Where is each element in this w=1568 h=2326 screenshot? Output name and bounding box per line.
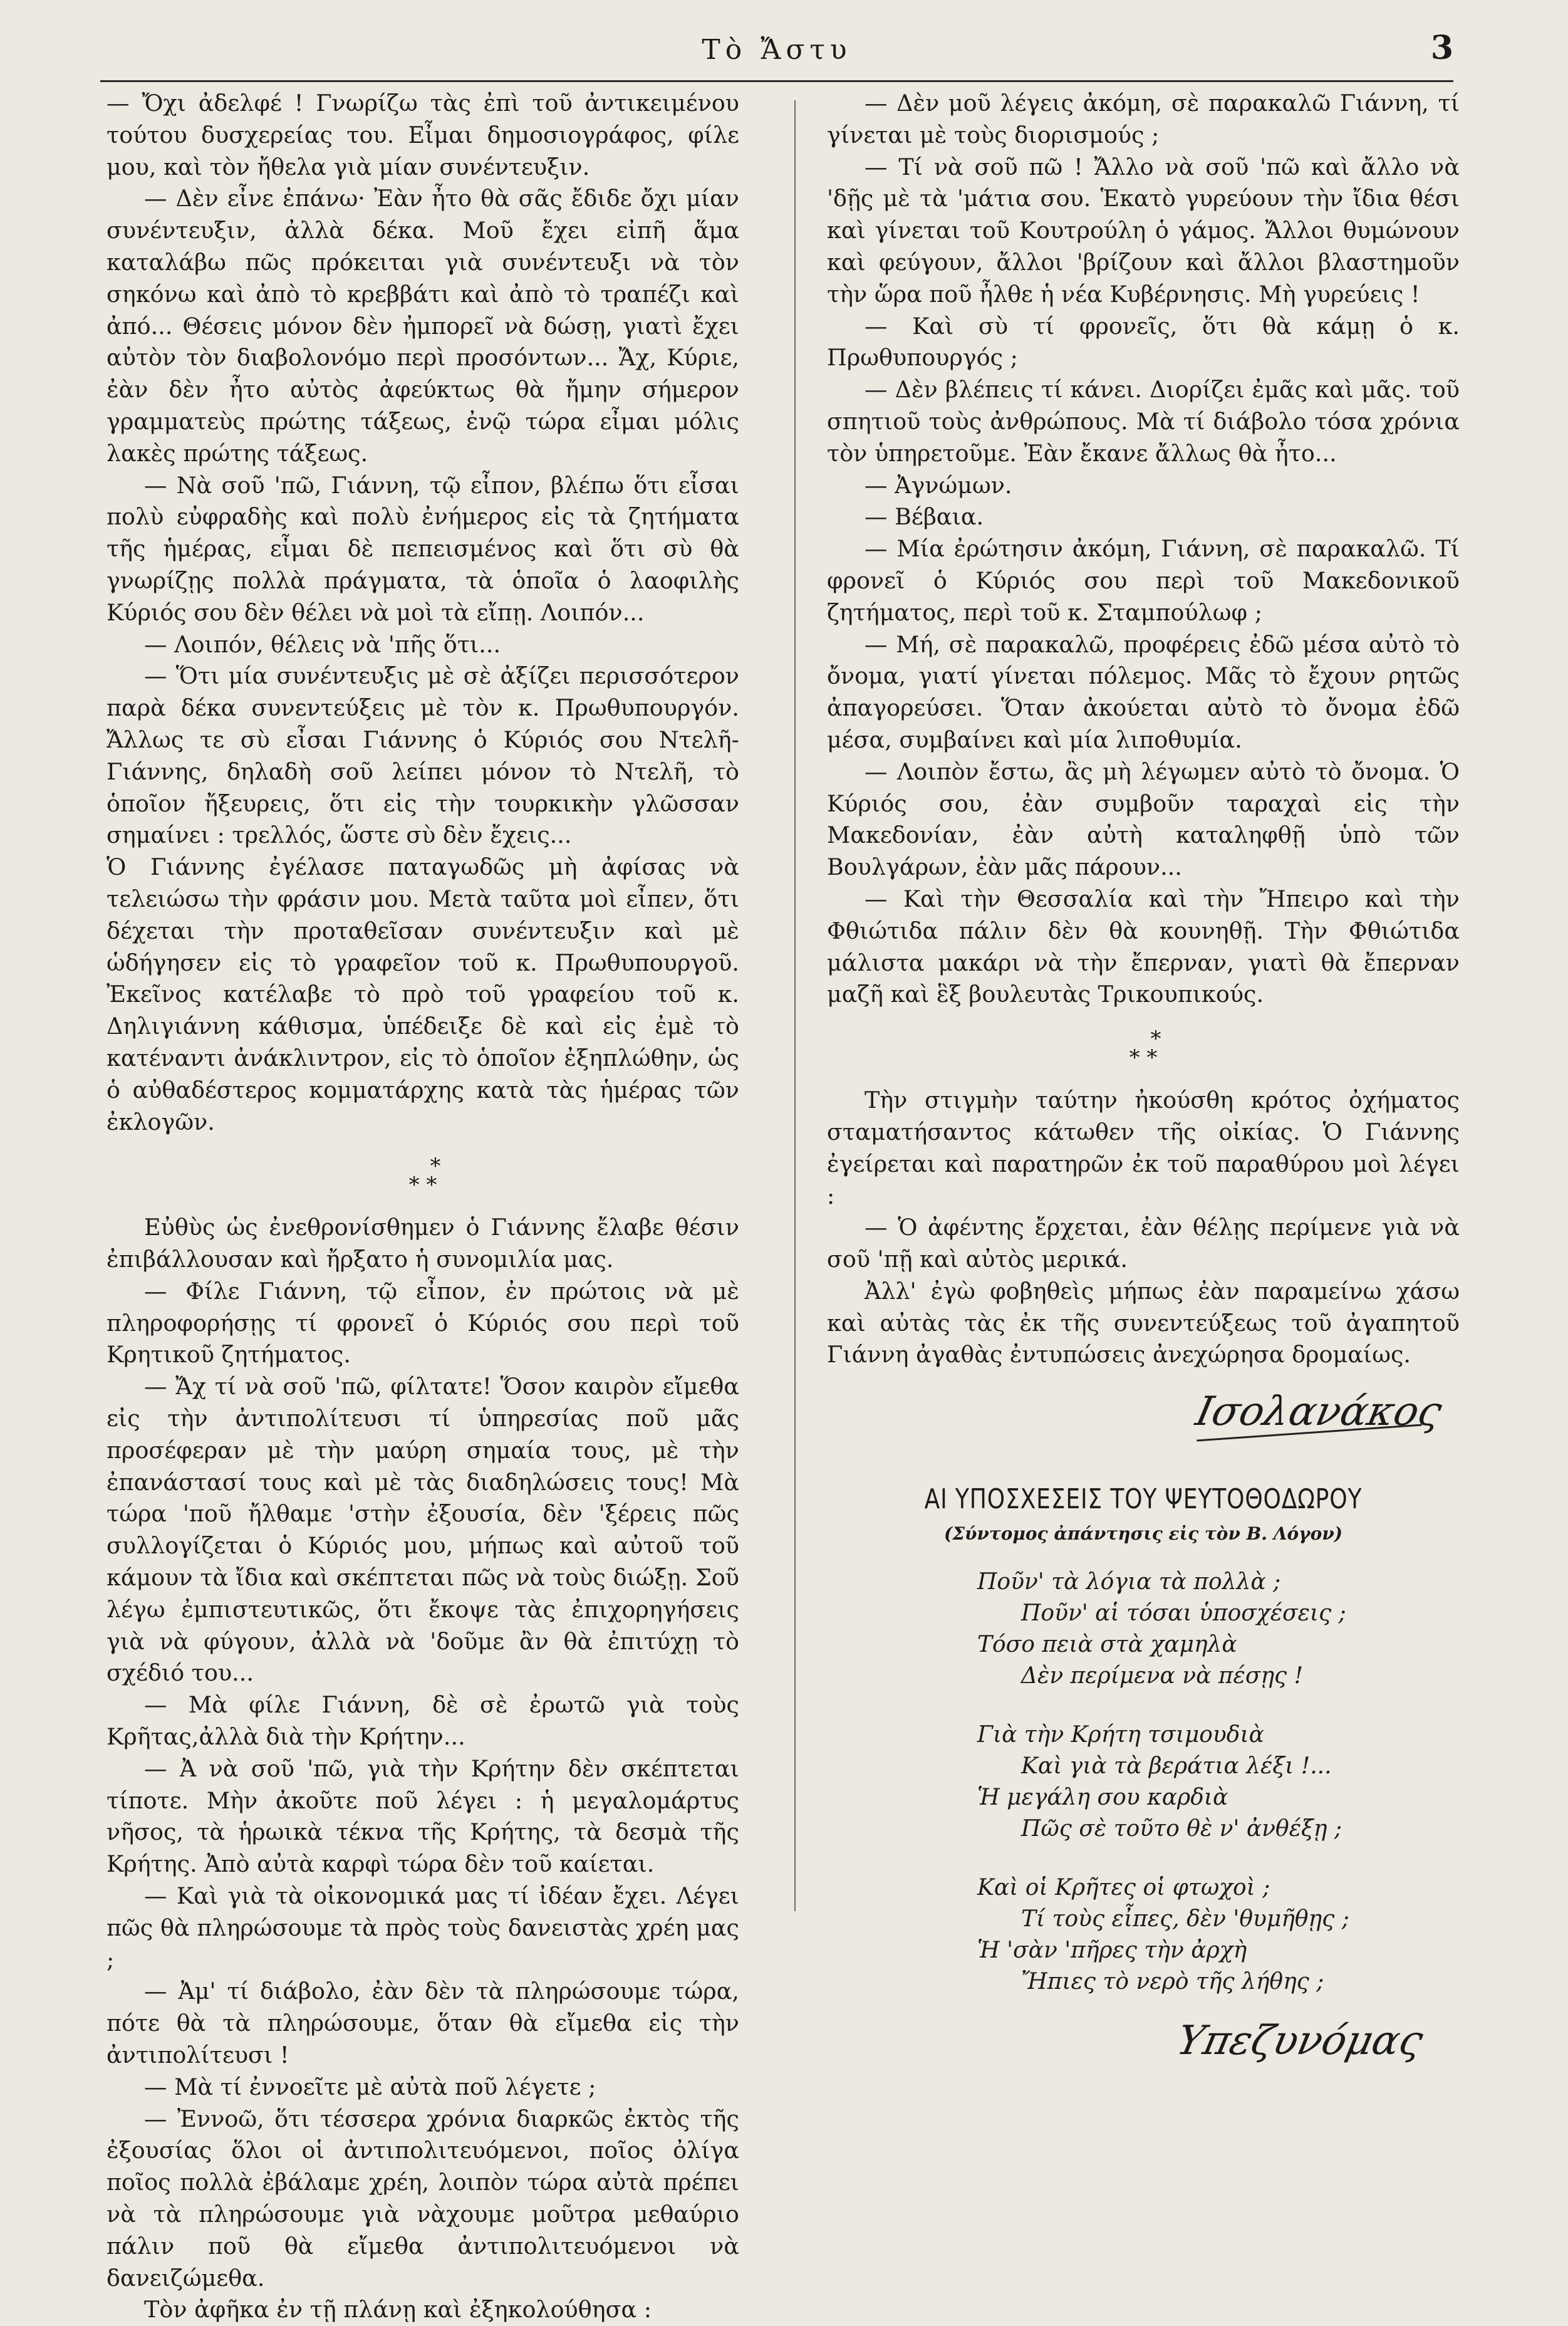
paragraph: Τὴν στιγμὴν ταύτην ἠκούσθη κρότος ὀχήματος σταματήσαντος κάτωθεν τῆς οἰκίας. Ὁ Γιάννης ἐγείρεται καὶ παρατηρῶν ἐκ τοῦ παραθύρου μοὶ λέγει :	[827, 1087, 1460, 1209]
paragraph: — Ἀγνώμων.	[864, 471, 1012, 499]
poem-line: Δὲν περίμενα νὰ πέσῃς !	[1021, 1662, 1304, 1689]
poem-stanza	[827, 1719, 1460, 1845]
section-break-stars: * * *	[1129, 1026, 1161, 1071]
paragraph: Τὸν ἀφῆκα ἐν τῇ πλάνῃ καὶ ἐξηκολούθησα :	[144, 2296, 652, 2323]
paragraph: — Τί νὰ σοῦ πῶ ! Ἄλλο νὰ σοῦ 'πῶ καὶ ἄλλο νὰ 'δῇς μὲ τὰ 'μάτια σου. Ἑκατὸ γυρεύουν τὴν ἴδια θέσι καὶ γίνεται τοῦ Κουτρούλη ὁ γάμος. Ἄλλοι θυμώνουν καὶ φεύγουν, ἄλλοι 'βρίζουν καὶ ἄλλοι βλαστημοῦν τὴν ὥρα ποῦ ἦλθε ἡ νέα Κυβέρνησις. Μὴ γυρεύεις !	[827, 153, 1460, 308]
poem-line: Ἡ μεγάλη σου καρδιὰ	[977, 1784, 1228, 1810]
paragraph: — Ἐννοῶ, ὅτι τέσσερα χρόνια διαρκῶς ἐκτὸς τῆς ἐξουσίας ὅλοι οἱ ἀντιπολιτευόμενοι, ποῖος ὀλίγα ποῖος πολλὰ ἐβάλαμε χρέη, λοιπὸν τώρα αὐτὰ πρέπει νὰ τὰ πληρώσουμε γιὰ νὰχουμε μοῦτρα μεθαύριο πάλιν ποῦ θὰ εἴμεθα ἀντιπολιτευόμενοι νὰ δανειζώμεθα.	[106, 2105, 739, 2292]
paragraph: — Δὲν εἶνε ἐπάνω· Ἐὰν ἦτο θὰ σᾶς ἔδιδε ὄχι μίαν συνέντευξιν, ἀλλὰ δέκα. Μοῦ ἔχει εἰπῆ ἅμα καταλάβω πῶς πρόκειται γιὰ συνέντευξι νὰ τὸν σηκόνω καὶ ἀπὸ τὸ κρεββάτι καὶ ἀπὸ τὸ τραπέζι καὶ ἀπό... Θέσεις μόνον δὲν ἠμπορεῖ νὰ δώσῃ, γιατὶ ἔχει αὐτὸν τὸν διαβολονόμο περὶ προσόντων... Ἄχ, Κύριε, ἐὰν δὲν ἦτο αὐτὸς ἀφεύκτως θὰ ἤμην σήμερον γραμματεὺς πρώτης τάξεως, ἐνῷ τώρα εἶμαι μόλις λακὲς πρώτης τάξεως.	[106, 185, 739, 467]
paragraph: — Μή, σὲ παρακαλῶ, προφέρεις ἐδῶ μέσα αὐτὸ τὸ ὄνομα, γιατί γίνεται πόλεμος. Μᾶς τὸ ἔχουν ρητῶς ἀπαγορεύσει. Ὅταν ἀκούεται αὐτὸ τὸ ὄνομα ἐδῶ μέσα, συμβαίνει καὶ μία λιποθυμία.	[827, 630, 1460, 753]
paragraph: — Καὶ σὺ τί φρονεῖς, ὅτι θὰ κάμῃ ὁ κ. Πρωθυπουργός ;	[827, 312, 1460, 372]
paragraph: — Λοιπὸν ἔστω, ἂς μὴ λέγωμεν αὐτὸ τὸ ὄνομα. Ὁ Κύριός σου, ἐὰν συμβοῦν ταραχαὶ εἰς τὴν Μακεδονίαν, ἐὰν αὐτὴ καταληφθῇ ὑπὸ τῶν Βουλγάρων, ἐὰν μᾶς πάρουν...	[827, 758, 1460, 881]
poem-line: Γιὰ τὴν Κρήτη τσιμουδιὰ	[977, 1721, 1264, 1748]
poem-signature: Υπεζυνόμας	[1172, 2017, 1427, 2064]
poem-stanza	[827, 1567, 1460, 1692]
poem	[827, 1567, 1460, 1998]
paragraph: — Νὰ σοῦ 'πῶ, Γιάννη, τῷ εἶπον, βλέπω ὅτι εἶσαι πολὺ εὐφραδὴς καὶ πολὺ ἐνήμερος εἰς τὰ ζητήματα τῆς ἡμέρας, εἶμαι δὲ πεπεισμένος καὶ ὅτι σὺ θὰ γνωρίζῃς πολλὰ πράγματα, τὰ ὁποῖα ὁ λαοφιλὴς Κύριός σου δὲν θέλει νὰ μοὶ τὰ εἴπῃ. Λοιπόν...	[106, 471, 739, 626]
poem-line: Καὶ γιὰ τὰ βεράτια λέξι !...	[1021, 1753, 1332, 1779]
column-divider	[794, 100, 796, 1911]
poem-line: Τόσο πειὰ στὰ χαμηλὰ	[977, 1631, 1237, 1657]
paragraph: — Καὶ γιὰ τὰ οἰκονομικά μας τί ἰδέαν ἔχει. Λέγει πῶς θὰ πληρώσουμε τὰ πρὸς τοὺς δανειστὰς χρέη μας ;	[106, 1882, 739, 1973]
poem-line: Τί τοὺς εἶπες, δὲν 'θυμῆθῃς ;	[1021, 1906, 1349, 1932]
paragraph: — Δὲν μοῦ λέγεις ἀκόμη, σὲ παρακαλῶ Γιάννη, τί γίνεται μὲ τοὺς διορισμούς ;	[827, 90, 1460, 149]
paragraph: — Ἄχ τί νὰ σοῦ 'πῶ, φίλτατε! Ὅσον καιρὸν εἴμεθα εἰς τὴν ἀντιπολίτευσι τί ὑπηρεσίας ποῦ μᾶς προσέφεραν μὲ τὴν μαύρη σημαία τους, μὲ τὴν ἐπανάστασί τους καὶ μὲ τὰς διαδηλώσεις τους! Μὰ τώρα 'ποῦ ἤλθαμε 'στὴν ἐξουσία, δὲν 'ξέρεις πῶς συλλογίζεται ὁ Κύριός μου, μήπως καὶ αὐτοῦ τοῦ κάμουν τὰ ἴδια καὶ σκέπτεται πῶς νὰ τοὺς διώξῃ. Σοῦ λέγω ἐμπιστευτικῶς, ὅτι ἔκοψε τὰς ἐπιχορηγήσεις γιὰ νὰ φύγουν, ἀλλὰ νὰ 'δοῦμε ἂν θὰ ἐπιτύχῃ τὸ σχέδιό του...	[106, 1373, 739, 1687]
journal-title: Τὸ Ἄστυ	[702, 34, 852, 66]
paragraph: — Ἀμ' τί διάβολο, ἐὰν δὲν τὰ πληρώσουμε τώρα, πότε θὰ τὰ πληρώσουμε, ὅταν θὰ εἴμεθα εἰς τὴν ἀντιπολίτευσι !	[106, 1978, 739, 2069]
paragraph: Ὁ Γιάννης ἐγέλασε παταγωδῶς μὴ ἀφίσας νὰ τελειώσω τὴν φράσιν μου. Μετὰ ταῦτα μοὶ εἶπεν, ὅτι δέχεται τὴν προταθεῖσαν συνέντευξιν καὶ μὲ ὡδήγησεν εἰς τὸ γραφεῖον τοῦ κ. Πρωθυπουργοῦ. Ἐκεῖνος κατέλαβε τὸ πρὸ τοῦ γραφείου τοῦ κ. Δηλιγιάννη κάθισμα, ὑπέδειξε δὲ καὶ εἰς ἐμὲ τὸ κατέναντι ἀνάκλιντρον, εἰς τὸ ὁποῖον ἐξηπλώθην, ὡς ὁ αὐθαδέστερος κομματάρχης κατὰ τὰς ἡμέρας τῶν ἐκλογῶν.	[106, 853, 739, 1135]
paragraph: — Καὶ τὴν Θεσσαλία καὶ τὴν Ἤπειρο καὶ τὴν Φθιώτιδα πάλιν δὲν θὰ κουνηθῇ. Τὴν Φθιώτιδα μάλιστα μακάρι νὰ τὴν ἔπερναν, γιατὶ θὰ ἔπερναν μαζῆ καὶ ἓξ βουλευτὰς Τρικουπικούς.	[827, 885, 1460, 1008]
paragraph: — Φίλε Γιάννη, τῷ εἶπον, ἐν πρώτοις νὰ μὲ πληροφορήσῃς τί φρονεῖ ὁ Κύριός σου περὶ τοῦ Κρητικοῦ ζητήματος.	[106, 1277, 739, 1369]
poem-line: Πῶς σὲ τοῦτο θὲ ν' ἀνθέξῃ ;	[1021, 1815, 1342, 1842]
paragraph: — Μὰ φίλε Γιάννη, δὲ σὲ ἐρωτῶ γιὰ τοὺς Κρῆτας,ἀλλὰ διὰ τὴν Κρήτην...	[106, 1691, 739, 1751]
paragraph: — Ὁ ἀφέντης ἔρχεται, ἐὰν θέλῃς περίμενε γιὰ νὰ σοῦ 'πῇ καὶ αὐτὸς μερικά.	[827, 1214, 1460, 1273]
paragraph: Εὐθὺς ὡς ἐνεθρονίσθημεν ὁ Γιάννης ἔλαβε θέσιν ἐπιβάλλουσαν καὶ ἤρξατο ἡ συνομιλία μας.	[106, 1214, 739, 1273]
paragraph: — Βέβαια.	[864, 503, 984, 531]
paragraph: — Ὄχι ἀδελφέ ! Γνωρίζω τὰς ἐπὶ τοῦ ἀντικειμένου τούτου δυσχερείας του. Εἶμαι δημοσιογράφος, φίλε μου, καὶ τὸν ἤθελα γιὰ μίαν συνέντευξιν.	[106, 90, 739, 180]
left-column	[106, 88, 739, 2326]
poem-stanza	[827, 1872, 1460, 1998]
section-break-stars: * * *	[408, 1154, 441, 1198]
page-header	[100, 29, 1453, 73]
paragraph: — Μὰ τί ἐννοεῖτε μὲ αὐτὰ ποῦ λέγετε ;	[144, 2073, 596, 2100]
poem-line: Ποῦν' αἱ τόσαι ὑποσχέσεις ;	[1021, 1600, 1346, 1626]
header-rule	[100, 80, 1453, 82]
poem-subtitle: (Σύντομος ἀπάντησις εἰς τὸν Β. Λόγον)	[943, 1523, 1343, 1544]
paragraph: — Ἀ νὰ σοῦ 'πῶ, γιὰ τὴν Κρήτην δὲν σκέπτεται τίποτε. Μὴν ἀκοῦτε ποῦ λέγει : ἡ μεγαλομάρτυς νῆσος, τὰ ἡρωικὰ τέκνα τῆς Κρήτης, τὰ δεσμὰ τῆς Κρήτης. Ἀπὸ αὐτὰ καρφὶ τώρα δὲν τοῦ καίεται.	[106, 1755, 739, 1878]
poem-title: ΑΙ ΥΠΟΣΧΕΣΕΙΣ ΤΟΥ ΨΕΥΤΟΘΟΔΩΡΟΥ	[924, 1483, 1363, 1516]
paragraph: — Ὅτι μία συνέντευξις μὲ σὲ ἀξίζει περισσότερον παρὰ δέκα συνεντεύξεις μὲ τὸν κ. Πρωθυπουργόν. Ἄλλως τε σὺ εἶσαι Γιάννης ὁ Κύριός σου Ντελῆ-Γιάννης, δηλαδὴ σοῦ λείπει μόνον τὸ Ντελῆ, τὸ ὁποῖον ἤξευρεις, ὅτι εἰς τὴν τουρκικὴν γλῶσσαν σημαίνει : τρελλός, ὥστε σὺ δὲν ἔχεις...	[106, 662, 739, 849]
right-column	[827, 88, 1460, 2064]
paragraph: — Μία ἐρώτησιν ἀκόμη, Γιάννη, σὲ παρακαλῶ. Τί φρονεῖ ὁ Κύριός σου περὶ τοῦ Μακεδονικοῦ ζητήματος, περὶ τοῦ κ. Σταμπούλωφ ;	[827, 535, 1460, 626]
poem-line: Ποῦν' τὰ λόγια τὰ πολλὰ ;	[977, 1568, 1281, 1595]
poem-line: Ἡ 'σὰν 'πῆρες τὴν ἀρχὴ	[977, 1937, 1247, 1963]
poem-line: Καὶ οἱ Κρῆτες οἱ φτωχοὶ ;	[977, 1874, 1270, 1901]
paragraph: Ἀλλ' ἐγὼ φοβηθεὶς μήπως ἐὰν παραμείνω χάσω καὶ αὐτὰς τὰς ἐκ τῆς συνεντεύξεως τοῦ ἀγαπητοῦ Γιάννη ἀγαθὰς ἐντυπώσεις ἀνεχώρησα δρομαίως.	[827, 1277, 1460, 1369]
poem-line: Ἤπιες τὸ νερὸ τῆς λήθης ;	[1021, 1968, 1324, 1995]
author-signature: Ισολανάκος	[1192, 1389, 1446, 1436]
paragraph: — Δὲν βλέπεις τί κάνει. Διορίζει ἐμᾶς καὶ μᾶς. τοῦ σπητιοῦ τοὺς ἀνθρώπους. Μὰ τί διάβολο τόσα χρόνια τὸν ὑπηρετοῦμε. Ἐὰν ἔκανε ἄλλως θὰ ἦτο...	[827, 376, 1460, 467]
page-number: 3	[1430, 29, 1453, 67]
paragraph: — Λοιπόν, θέλεις νὰ 'πῆς ὅτι...	[144, 630, 501, 658]
